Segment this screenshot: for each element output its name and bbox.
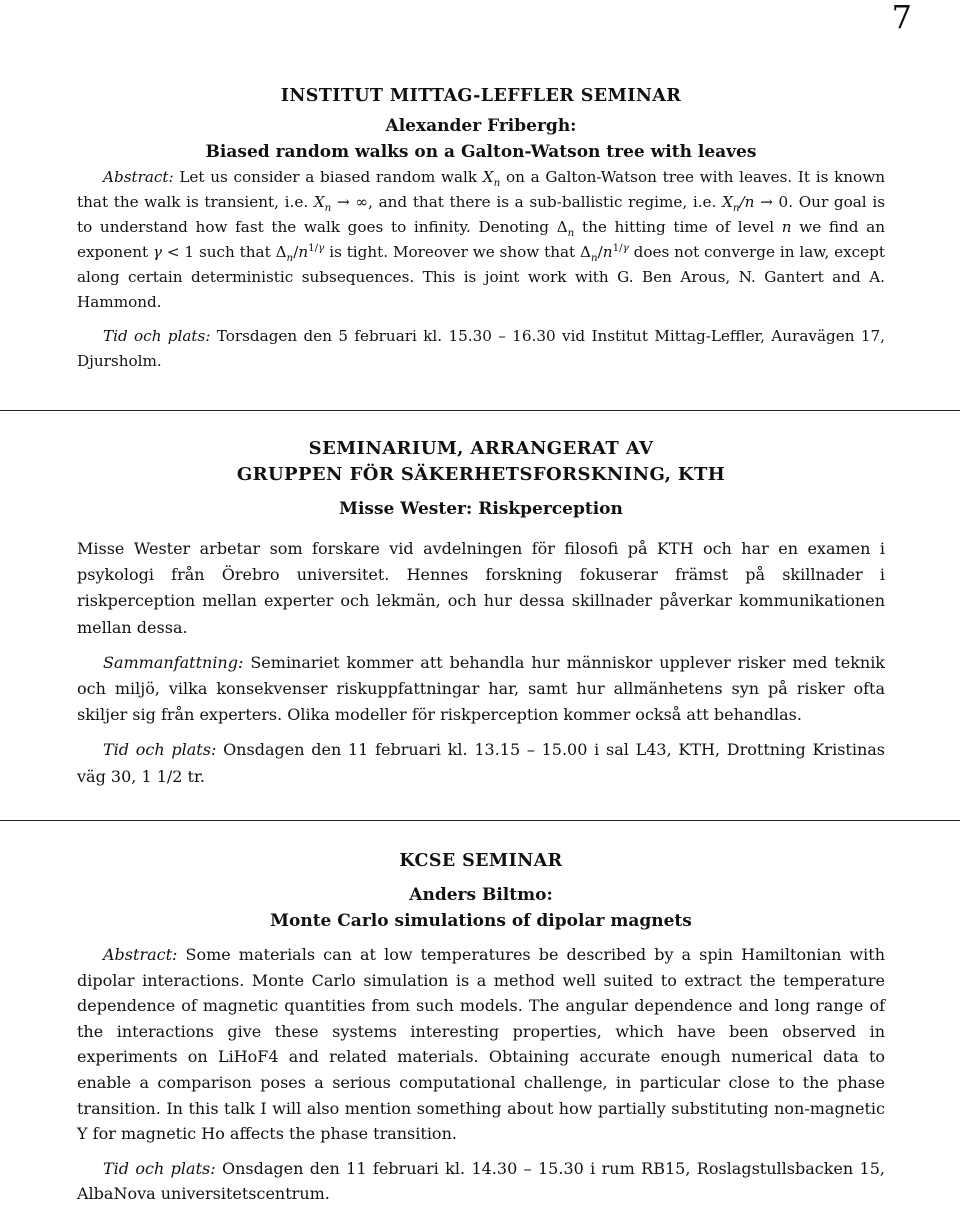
time-place-label: Tid och plats: — [103, 1158, 216, 1178]
section-divider — [0, 820, 960, 821]
abstract-text: Let us consider a biased random walk — [173, 168, 483, 186]
seminar-title-line1: SEMINARIUM, ARRANGERAT AV — [308, 438, 654, 459]
seminar-title: INSTITUT MITTAG-LEFFLER SEMINAR — [280, 86, 682, 106]
abstract-label: Sammanfattning: — [103, 652, 244, 672]
abstract-paragraph — [77, 942, 885, 1147]
abstract-text: , and that there is a sub-ballistic regime, i.e. — [368, 193, 723, 211]
speaker-talk-title: Misse Wester: Riskperception — [339, 499, 623, 519]
seminar-title-line2: GRUPPEN FÖR SÄKERHETSFORSKNING, KTH — [236, 464, 726, 485]
abstract-text: such that — [194, 243, 276, 261]
time-place-paragraph — [77, 737, 885, 789]
abstract-text: . Our goal is to understand how fast the walk goes to infinity. Denoting — [77, 193, 886, 236]
math-delta-ratio: $\Delta_n/n^{1/\gamma}$ — [580, 241, 629, 265]
math-n: n — [781, 218, 792, 236]
abstract-paragraph — [77, 650, 885, 729]
seminar-title: KCSE SEMINAR — [399, 851, 563, 871]
math-xn-to-infinity: $X_n$ → ∞ — [313, 193, 369, 215]
seminar-mittag-leffler — [77, 83, 885, 374]
math-gamma: γ < 1 — [152, 243, 195, 261]
time-place-text: Onsdagen den 11 februari kl. 14.30 – 15.30 i rum RB15, Roslagstullsbacken 15, AlbaNova universitetscentrum. — [77, 1158, 885, 1204]
bio-paragraph: Misse Wester arbetar som forskare vid avdelningen för filosofi på KTH och har en examen i psykologi från Örebro universitet. Hennes forskning fokuserar främst på skillnader i riskperception mellan experter och lekmän, och hur dessa skillnader påverkar kommunikationen mellan dessa. — [77, 539, 885, 637]
abstract-text: on a Galton-Watson tree with leaves. It is known that the walk is transient, i.e. — [77, 168, 885, 211]
seminar-kcse — [77, 848, 885, 1207]
math-xn: $X_n$ — [482, 168, 501, 190]
abstract-label: Abstract: — [103, 168, 174, 186]
abstract-text: does not converge in law, except along certain deterministic subsequences. This is joint work with G. Ben Arous, N. Gantert and A. Hammond. — [77, 243, 885, 311]
abstract-text: the hitting time of level — [574, 218, 782, 236]
speaker-name: Alexander Fribergh: — [385, 116, 577, 136]
abstract-text: we find an exponent — [77, 218, 885, 261]
time-place-label: Tid och plats: — [103, 740, 217, 760]
time-place-paragraph — [77, 324, 885, 374]
section-divider — [0, 410, 960, 411]
time-place-label: Tid och plats: — [103, 327, 211, 345]
seminar-kth-safety — [77, 436, 885, 790]
time-place-text: Torsdagen den 5 februari kl. 15.30 – 16.30 vid Institut Mittag-Leffler, Auravägen 17, Djursholm. — [77, 327, 885, 370]
talk-title: Monte Carlo simulations of dipolar magnets — [270, 911, 692, 931]
abstract-text: Some materials can at low temperatures be described by a spin Hamiltonian with dipolar interactions. Monte Carlo simulation is a method well suited to extract the temperature dependence of magnetic quantities from such models. The angular dependence and long range of the interactions give these systems interesting properties, which have been observed in experiments on LiHoF4 and related materials. Obtaining accurate enough numerical data to enable a comparison poses a serious computational challenge, in particular close to the phase transition. In this talk I will also mention something about how partially substituting non-magnetic Y for magnetic Ho affects the phase transition. — [77, 945, 885, 1144]
time-place-paragraph — [77, 1156, 885, 1207]
talk-title: Biased random walks on a Galton-Watson tree with leaves — [205, 142, 757, 162]
math-delta-n: $\Delta_n$ — [556, 218, 575, 240]
abstract-paragraph — [77, 165, 885, 315]
page-number: 7 — [891, 0, 912, 36]
time-place-text: Onsdagen den 11 februari kl. 13.15 – 15.00 i sal L43, KTH, Drottning Kristinas väg 30, 1 1/2 tr. — [77, 740, 885, 786]
abstract-text: Seminariet kommer att behandla hur människor upplever risker med teknik och miljö, vilka konsekvenser riskuppfattningar har, samt hur allmänhetens syn på risker ofta skiljer sig från experters. Olika modeller för riskperception kommer också att behandlas. — [77, 652, 885, 725]
abstract-text: is tight. Moreover we show that — [324, 243, 581, 261]
abstract-label: Abstract: — [103, 945, 178, 964]
speaker-name: Anders Biltmo: — [409, 885, 553, 905]
math-xn-over-n: $X_n/n \to 0$ — [722, 193, 789, 215]
math-delta-ratio: $\Delta_n/n^{1/\gamma}$ — [275, 241, 325, 265]
